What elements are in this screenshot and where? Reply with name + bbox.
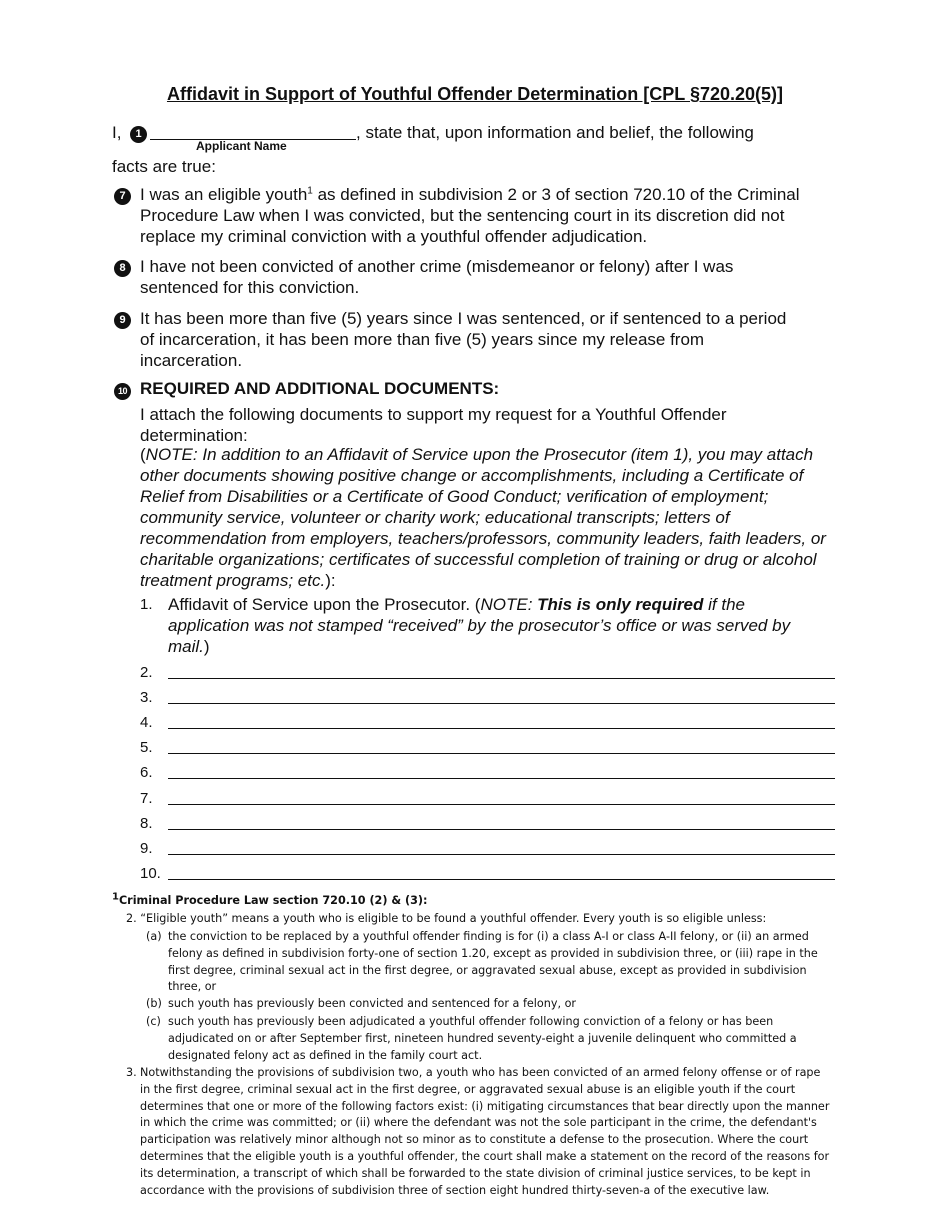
documents-heading: REQUIRED AND ADDITIONAL DOCUMENTS: xyxy=(140,379,500,398)
document-line-5[interactable]: 5. xyxy=(140,734,835,754)
intro-prefix: I, xyxy=(112,123,122,142)
intro-statement: , state that, upon information and belief, the following xyxy=(356,123,754,142)
document-line-6[interactable]: 6. xyxy=(140,759,835,779)
document-line-9[interactable]: 9. xyxy=(140,835,835,855)
footnote-3-text: Notwithstanding the provisions of subdivision two, a youth who has been convicted of an armed felony offense or of rape in the first degree, criminal sexual act in the first degree, or aggravated sexual abuse is an eligible youth if the court determines that one or more of the following factors exist: (i) mitigating circumstances that bear directly upon the manner in which the crime was committed; or (ii) where the defendant was not the sole participant in the crime, the defendant's participation was relatively minor although not so minor as to constitute a defense to the prosecution. Where the court determines that the eligible youth is a youthful offender, the court shall make a statement on the record of the reasons for its determination, a transcript of which shall be forwarded to the state division of criminal justice services, to be kept in accordance with the provisions of subdivision three of section eight hundred thirty-seven-a of the executive law. xyxy=(140,1066,830,1197)
page-title: Affidavit in Support of Youthful Offender Determination [CPL §720.20(5)] xyxy=(166,84,784,104)
footnote-a-label: (a) xyxy=(146,930,162,943)
footnote-b-text: such youth has previously been convicted and sentenced for a felony, or xyxy=(168,997,577,1010)
intro-statement-cont: facts are true: xyxy=(112,157,216,176)
document-1-text: Affidavit of Service upon the Prosecutor. (NOTE: This is only required if the application was not stamped “received” by the prosecutor’s office or was served by mail.) xyxy=(168,595,791,656)
marker-7-icon: 7 xyxy=(114,186,131,205)
marker-10-icon: 10 xyxy=(114,381,131,400)
document-line-7[interactable]: 7. xyxy=(140,785,835,805)
footnote-a-text: the conviction to be replaced by a youthful offender finding is for (i) a class A-I or class A-II felony, or (ii) an armed felony as defined in subdivision forty-one of section 1.20, except as provided in subdivision three, or (iii) rape in the first degree, criminal sexual act in the first degree, or aggravated sexual abuse, except as provided in subdivision three, or xyxy=(168,930,818,994)
document-line-3[interactable]: 3. xyxy=(140,684,835,704)
footnote-eligible-youth: 2. “Eligible youth” means a youth who is eligible to be found a youthful offender. Every youth is so eligible unless: xyxy=(126,912,767,925)
document-1-number: 1. xyxy=(140,596,153,613)
footnote-heading: $^1$Criminal Procedure Law section 720.10 (2) & (3): xyxy=(112,891,428,907)
footnote-c-label: (c) xyxy=(146,1015,161,1028)
marker-1-icon: 1 xyxy=(130,124,147,143)
document-line-10[interactable]: 10. xyxy=(140,860,835,880)
item-eligible-youth: I was an eligible youth$^1$ as defined in subdivision 2 or 3 of section 720.10 of the Criminal Procedure Law when I was convicted, but the sentencing court in its discretion did not replace my criminal conviction with a youthful offender adjudication. xyxy=(140,185,800,246)
document-line-4[interactable]: 4. xyxy=(140,709,835,729)
attach-text: I attach the following documents to support my request for a Youthful Offender determination: xyxy=(140,405,727,445)
item-no-other-conviction: I have not been convicted of another crime (misdemeanor or felony) after I was sentenced for this conviction. xyxy=(140,257,734,297)
footnote-b-label: (b) xyxy=(146,997,162,1010)
marker-8-icon: 8 xyxy=(114,258,131,277)
documents-note: (NOTE: In addition to an Affidavit of Service upon the Prosecutor (item 1), you may attach other documents showing positive change or accomplishments, including a Certificate of Relief from Disabilities or a Certificate of Good Conduct; verification of employment; community service, volunteer or charity work; educational transcripts; letters of recommendation from employers, teachers/professors, community leaders, faith leaders, or charitable organizations; certificates of successful completion of training or drug or alcohol treatment programs; etc.): xyxy=(140,445,826,590)
document-line-8[interactable]: 8. xyxy=(140,810,835,830)
item-five-years: It has been more than five (5) years since I was sentenced, or if sentenced to a period of incarceration, it has been more than five (5) years since my release from incarceration. xyxy=(140,309,787,370)
marker-9-icon: 9 xyxy=(114,310,131,329)
document-line-2[interactable]: 2. xyxy=(140,659,835,679)
applicant-name-label: Applicant Name xyxy=(196,139,287,153)
footnote-3-label: 3. xyxy=(126,1066,137,1079)
footnote-c-text: such youth has previously been adjudicated a youthful offender following conviction of a felony or has been adjudicated on or after September first, nineteen hundred seventy-eight a juvenile delinquent who committed a designated felony act as defined in the family court act. xyxy=(168,1015,797,1062)
